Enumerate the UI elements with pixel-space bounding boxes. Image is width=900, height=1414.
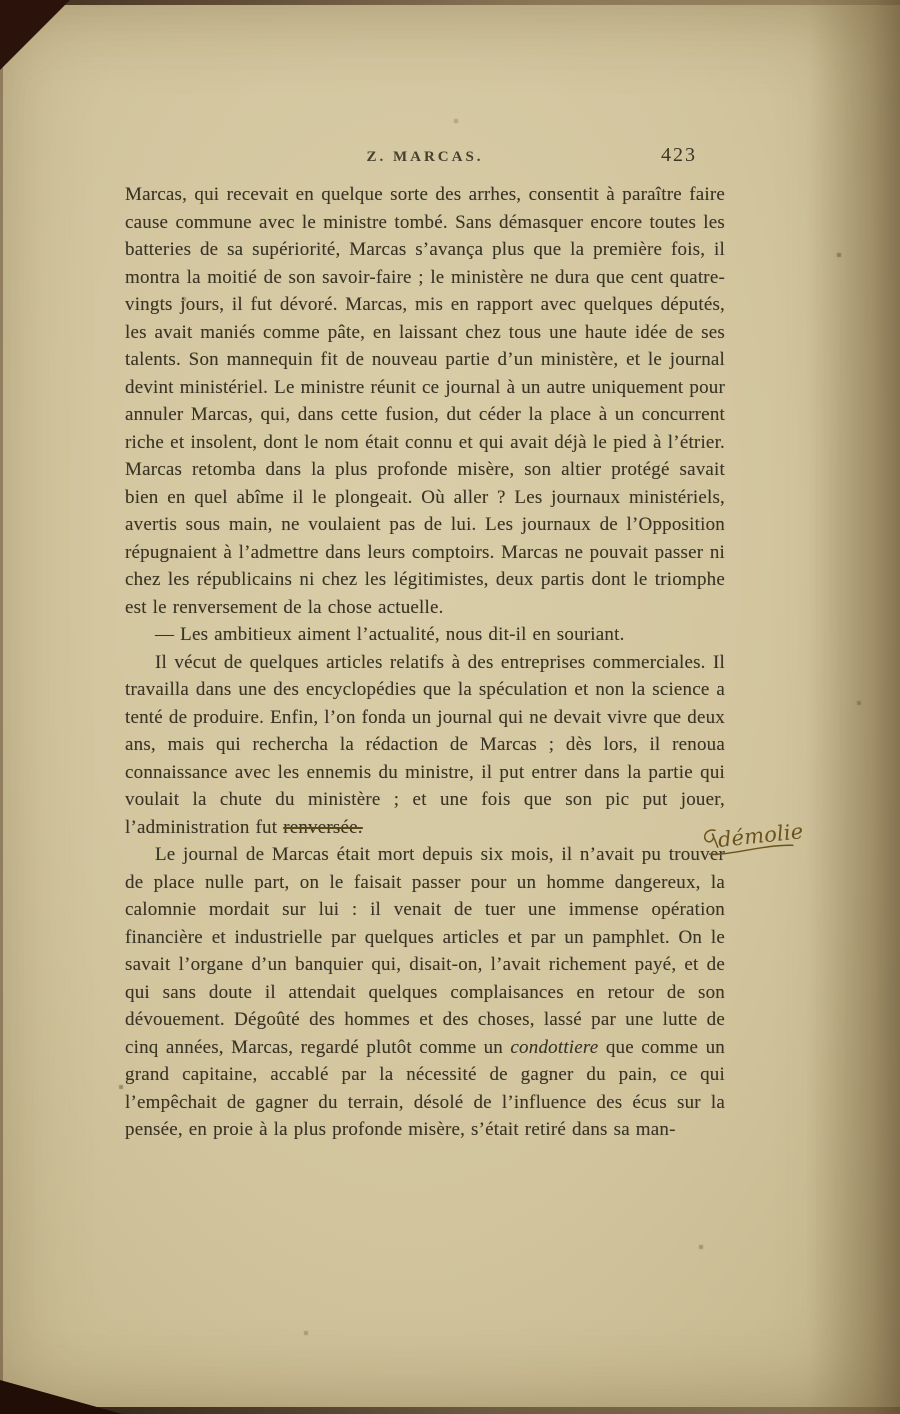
- margin-annotation: [700, 817, 815, 859]
- page-number: 423: [661, 144, 697, 166]
- paragraph-text: — Les ambitieux aiment l’actualité, nous dit-il en souriant.: [155, 624, 625, 645]
- binding-corner-top-left: [0, 0, 70, 70]
- scan-bottom-edge: [0, 1407, 900, 1414]
- paragraph-dialogue: [125, 621, 725, 649]
- paper-specks: [0, 0, 2, 2]
- scan-left-edge: [0, 0, 3, 1414]
- paragraph: [125, 181, 725, 621]
- struck-word: renversée.: [283, 816, 363, 838]
- page-header: [125, 146, 725, 172]
- paragraph-text: Il vécut de quelques articles relatifs à des entreprises commerciales. Il travailla dans une des encyclopédies que la spéculation et non la science a tenté de produire. Enfin, l’on fonda un journal qui ne devait vivre que deux ans, mais qui rechercha la rédaction de Marcas ; dès lors, il renoua connaissance avec les ennemis du ministre, il put entrer dans la partie qui voulait la chute du ministère ; et une fois que son pic put jouer, l’administration fut: [125, 651, 725, 838]
- italic-word: condottiere: [510, 1036, 599, 1058]
- paragraph-text: Le journal de Marcas était mort depuis six mois, il n’avait pu trouver de place nulle part, on le faisait passer pour un homme dangereux, la calomnie mordait sur lui : il venait de tuer une immense opération financière et industrielle par quelques articles et par un pamphlet. On le savait l’organe d’un banquier qui, disait-on, l’avait richement payé, et de qui sans doute il attendait quelques complaisances en retour de son dévouement. Dégoûté des hommes et des choses, lassé par une lutte de cinq années, Marcas, regardé plutôt comme un: [125, 844, 725, 1058]
- annotation-text: démolie: [716, 819, 805, 853]
- body-text: [125, 181, 805, 1144]
- paragraph-text: Marcas, qui recevait en quelque sorte des arrhes, consentit à paraître faire cause commune avec le ministre tombé. Sans démasquer encore toutes les batteries de sa supériorité, Marcas s’avança plus que la première fois, il montra la moitié de son savoir-faire ; le ministère ne dura que cent quatre-vingts jours, il fut dévoré. Marcas, mis en rapport avec quelques députés, les avait maniés comme pâte, en laissant chez tous une haute idée de ses talents. Son mannequin fit de nouveau partie d’un ministère, et le journal devint ministériel. Le ministre réunit ce journal à un autre uniquement pour annuler Marcas, qui, dans cette fusion, dut céder la place à un concurrent riche et insolent, dont le nom était connu et qui avait déjà le pied à l’étrier. Marcas retomba dans la plus profonde misère, son altier protégé savait bien en quel abîme il le plongeait. Où aller ? Les journaux ministériels, avertis sous main, ne voulaient pas de lui. Les journaux de l’Opposition répugnaient à l’admettre dans leurs comptoirs. Marcas ne pouvait passer ni chez les républicains ni chez les légitimistes, deux partis dont le triomphe est le renversement de la chose actuelle.: [125, 184, 725, 618]
- binding-corner-bottom-left: [0, 1380, 122, 1414]
- paragraph: [125, 841, 725, 1144]
- scan-top-edge: [0, 0, 900, 5]
- page-curve-shadow: [808, 0, 900, 1414]
- running-title: Z. MARCAS.: [366, 149, 484, 165]
- paragraph-text: que comme un grand capitaine, accablé par la nécessité de gagner du pain, ce qui l’empêchait de gagner du terrain, désolé de l’influence des écus sur la pensée, en proie à la plus profonde misère, s’était retiré dans sa man-: [125, 1036, 725, 1140]
- paragraph: [125, 649, 805, 853]
